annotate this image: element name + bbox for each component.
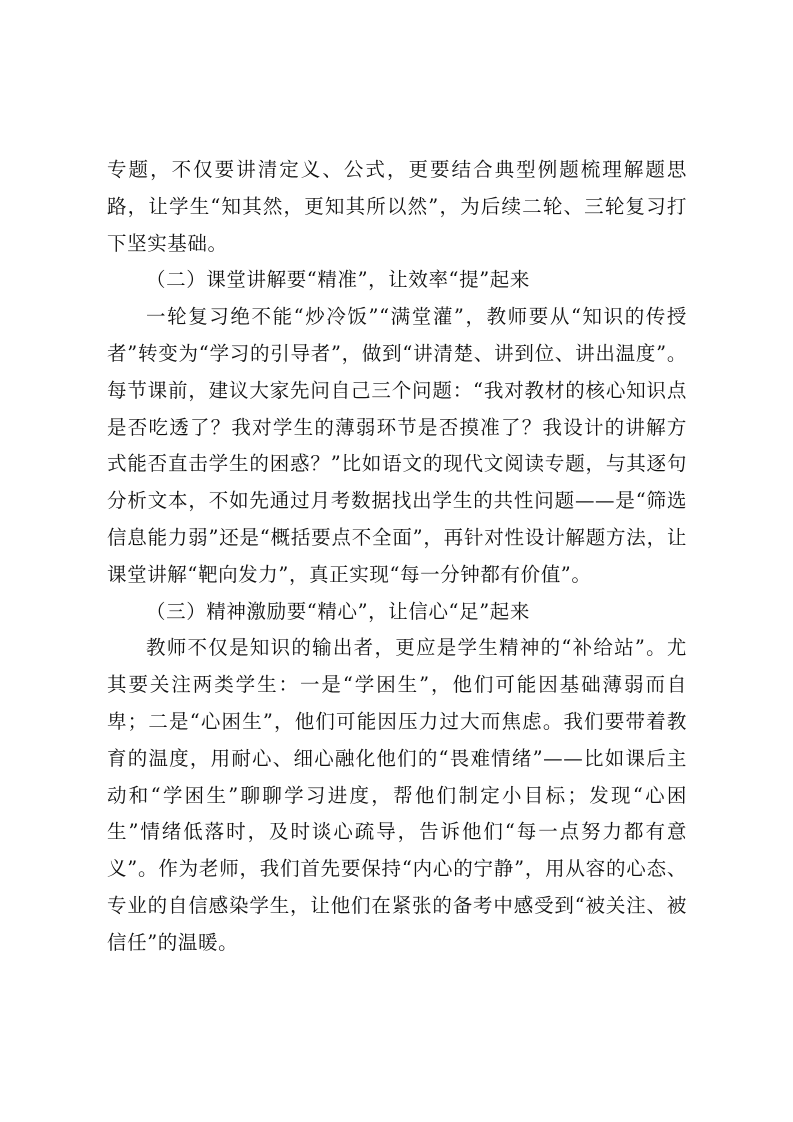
section-heading-two: （二）课堂讲解要“精准”，让效率“提”起来 bbox=[146, 268, 530, 292]
document-body bbox=[107, 152, 687, 962]
body-paragraph-continuation: 专题，不仅要讲清定义、公式，更要结合典型例题梳理解题思路，让学生“知其然，更知其所以然”，为后续二轮、三轮复习打下坚实基础。 bbox=[107, 158, 687, 255]
section-heading-three: （三）精神激励要“精心”，让信心“足”起来 bbox=[146, 599, 530, 623]
body-paragraph-motivation: 教师不仅是知识的输出者，更应是学生精神的“补给站”。尤其要关注两类学生：一是“学困生”，他们可能因基础薄弱而自卑；二是“心困生”，他们可能因压力过大而焦虑。我们要带着教育的温度，用耐心、细心融化他们的“畏难情绪”——比如课后主动和“学困生”聊聊学习进度，帮他们制定小目标；发现“心困生”情绪低落时，及时谈心疏导，告诉他们“每一点努力都有意义”。作为老师，我们首先要保持“内心的宁静”，用从容的心态、专业的自信感染学生，让他们在紧张的备考中感受到“被关注、被信任”的温暖。 bbox=[107, 636, 687, 954]
body-paragraph-classroom-teaching: 一轮复习绝不能“炒冷饭”“满堂灌”，教师要从“知识的传授者”转变为“学习的引导者”，做到“讲清楚、讲到位、讲出温度”。每节课前，建议大家先问自己三个问题：“我对教材的核心知识点是否吃透了？我对学生的薄弱环节是否摸准了？我设计的讲解方式能否直击学生的困惑？”比如语文的现代文阅读专题，与其逐句分析文本，不如先通过月考数据找出学生的共性问题——是“筛选信息能力弱”还是“概括要点不全面”，再针对性设计解题方法，让课堂讲解“靶向发力”，真正实现“每一分钟都有价值”。 bbox=[107, 305, 687, 586]
